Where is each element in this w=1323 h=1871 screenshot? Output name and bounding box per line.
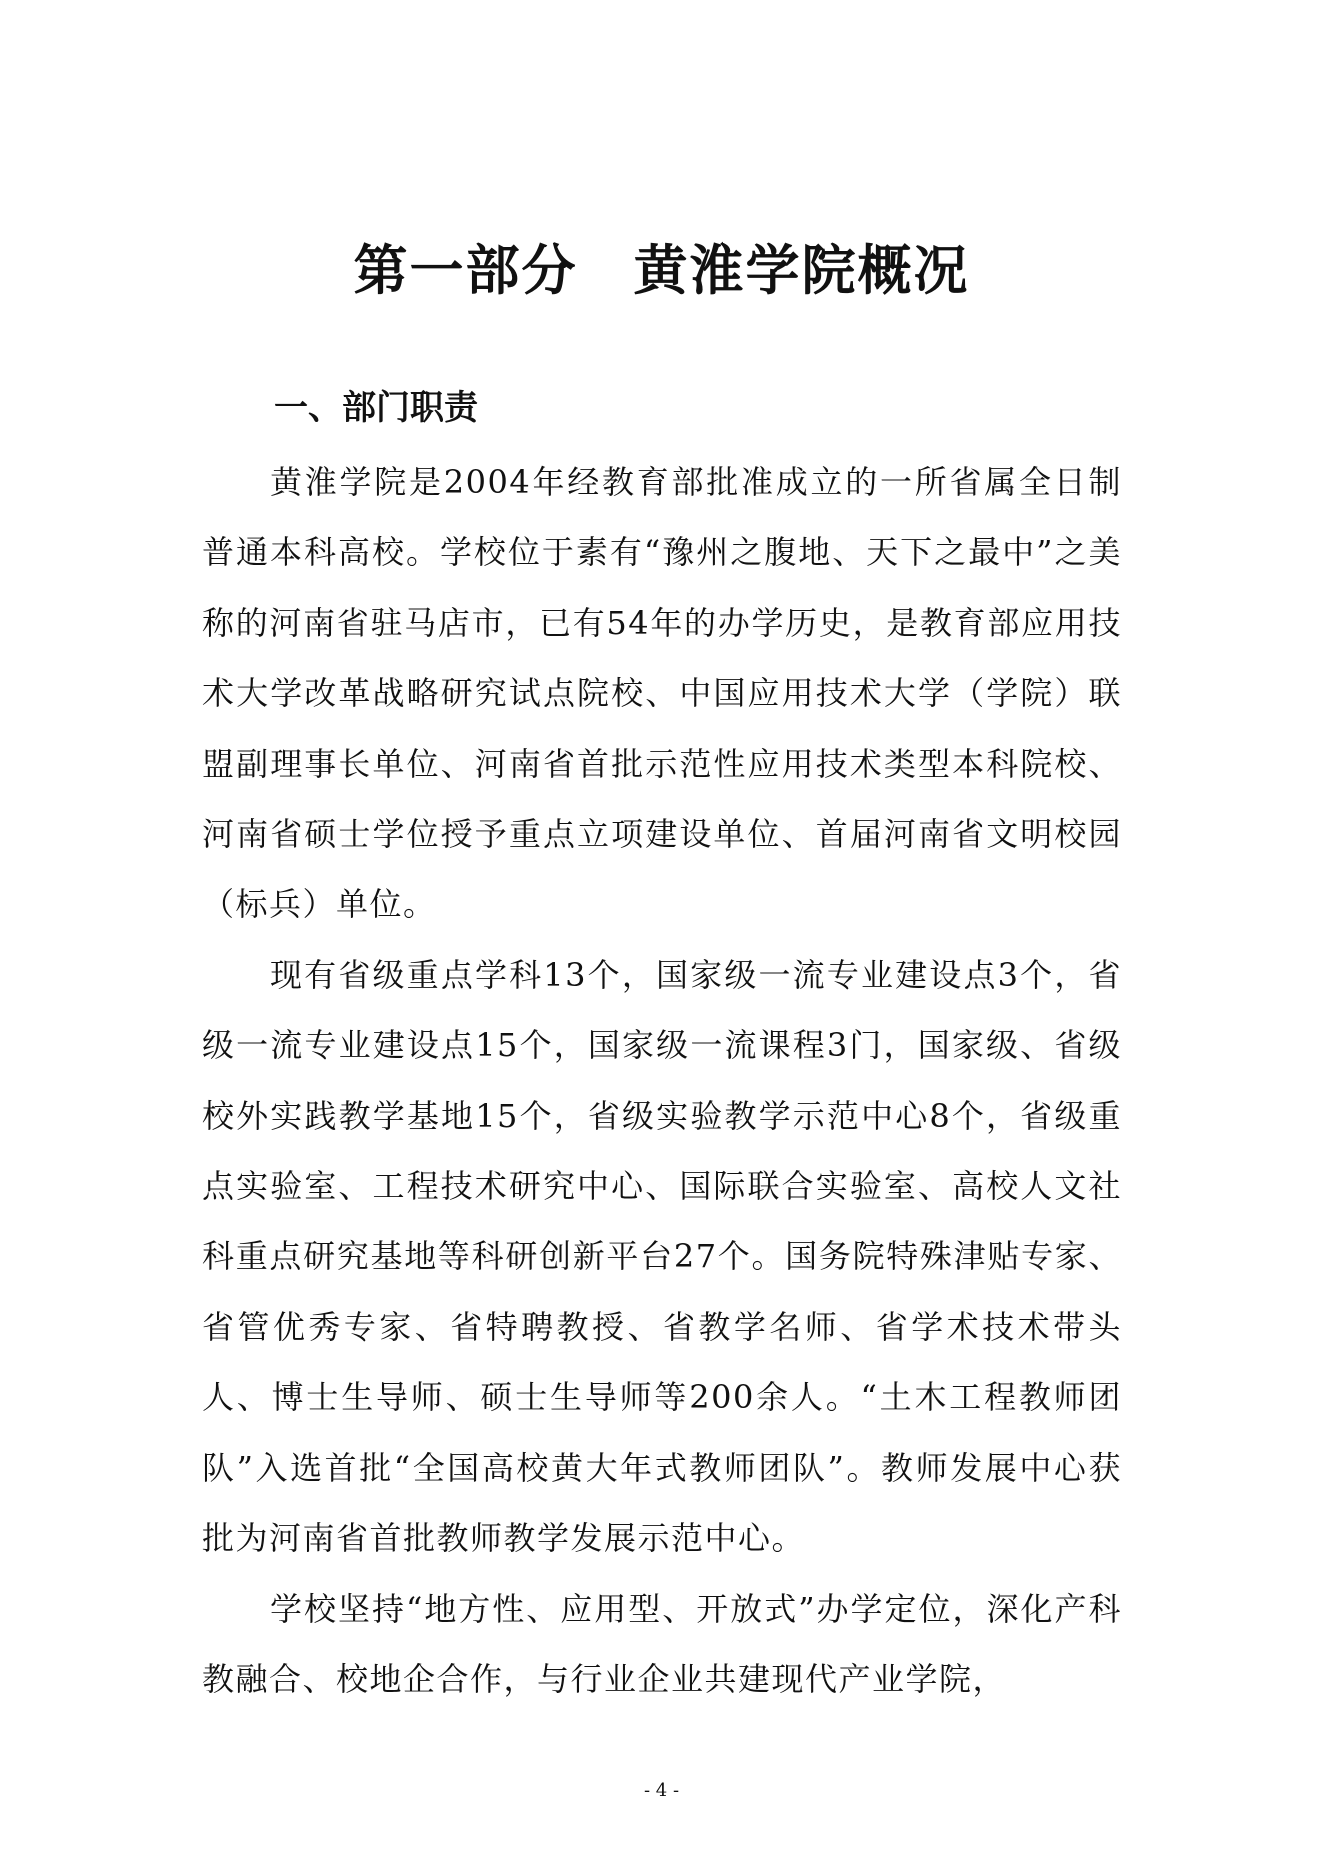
paragraph-2: 现有省级重点学科13个，国家级一流专业建设点3个，省级一流专业建设点15个，国家级一流课程3门，国家级、省级校外实践教学基地15个，省级实验教学示范中心8个，省级重点实验室、工程技术研究中心、国际联合实验室、高校人文社科重点研究基地等科研创新平台27个。国务院特殊津贴专家、省管优秀专家、省特聘教授、省教学名师、省学术技术带头人、博士生导师、硕士生导师等200余人。“土木工程教师团队”入选首批“全国高校黄大年式教师团队”。教师发展中心获批为河南省首批教师教学发展示范中心。 [202,955,1122,1558]
document-body [202,375,1122,1714]
paragraph-3: 学校坚持“地方性、应用型、开放式”办学定位，深化产科教融合、校地企合作，与行业企业共建现代产业学院， [202,1589,1122,1698]
page-number: - 4 - [643,1780,680,1801]
page-title: 第一部分 黄淮学院概况 [353,239,970,302]
section-heading: 一、部门职责 [274,388,478,428]
paragraph-1: 黄淮学院是2004年经教育部批准成立的一所省属全日制普通本科高校。学校位于素有“豫州之腹地、天下之最中”之美称的河南省驻马店市，已有54年的办学历史，是教育部应用技术大学改革战略研究试点院校、中国应用技术大学（学院）联盟副理事长单位、河南省首批示范性应用技术类型本科院校、河南省硕士学位授予重点立项建设单位、首届河南省文明校园（标兵）单位。 [202,463,1122,924]
